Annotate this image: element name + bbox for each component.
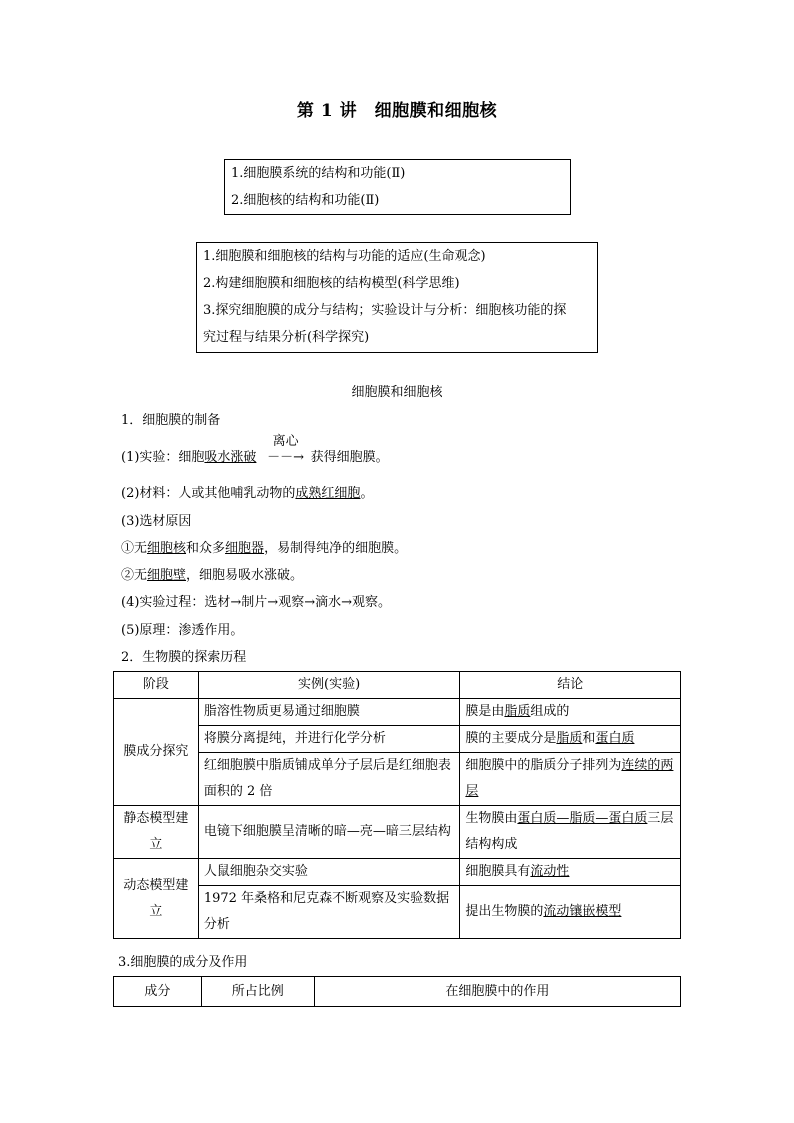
example-cell: 红细胞膜中脂质铺成单分子层后是红细胞表面积的 2 倍 (198, 753, 460, 806)
literacy-item: 3.探究细胞膜的成分与结构；实验设计与分析：细胞核功能的探 (203, 303, 567, 318)
text: 细胞膜具有 (465, 864, 531, 879)
conclusion-cell (460, 886, 681, 939)
example-cell: 1972 年桑格和尼克森不断观察及实验数据分析 (198, 886, 460, 939)
literacy-item: 究过程与结果分析(科学探究) (203, 330, 370, 345)
table-row (114, 726, 681, 753)
underlined-answer: 流动镶嵌模型 (543, 904, 622, 919)
reason-line-1 (121, 537, 407, 556)
conclusion-cell (460, 699, 681, 726)
underlined-answer: 连续的两层 (465, 758, 674, 799)
underlined-answer: 吸水涨破 (204, 450, 257, 465)
example-cell: 电镜下细胞膜呈清晰的暗—亮—暗三层结构 (198, 806, 460, 859)
requirement-item: 1.细胞膜系统的结构和功能(Ⅱ) (231, 166, 406, 181)
literacy-item: 1.细胞膜和细胞核的结构与功能的适应(生命观念) (203, 249, 486, 264)
section-subtitle: 细胞膜和细胞核 (351, 385, 443, 400)
process-line: (4)实验过程：选材→制片→观察→滴水→观察。 (121, 595, 391, 610)
table-row (114, 699, 681, 726)
underlined-answer: 细胞核 (147, 541, 187, 556)
underlined-answer: 蛋白质 (595, 731, 635, 746)
material-line (121, 482, 373, 501)
text: (1)实验：细胞 (121, 450, 205, 465)
conclusion-cell (460, 753, 681, 806)
table-row (114, 859, 681, 886)
table-header-row (114, 977, 681, 1007)
text: 和众多 (186, 541, 226, 556)
literacy-item: 2.构建细胞膜和细胞核的结构模型(科学思维) (203, 276, 460, 291)
text: 三层结构构成 (465, 811, 674, 852)
table-row (114, 753, 681, 806)
centrifuge-arrow (261, 434, 311, 465)
text: ①无 (121, 541, 148, 556)
stage-cell: 动态模型建立 (114, 859, 199, 939)
text: (2)材料：人或其他哺乳动物的 (121, 486, 296, 501)
conclusion-cell (460, 859, 681, 886)
header-cell: 结论 (460, 672, 681, 699)
section1-heading: 1．细胞膜的制备 (121, 413, 221, 428)
conclusion-cell (460, 806, 681, 859)
table-row (114, 886, 681, 939)
principle-line: (5)原理：渗透作用。 (121, 623, 244, 638)
header-cell: 阶段 (114, 672, 199, 699)
example-cell: 人鼠细胞杂交实验 (198, 859, 460, 886)
text: 提出生物膜的 (465, 904, 544, 919)
example-cell: 将膜分离提纯，并进行化学分析 (198, 726, 460, 753)
header-cell: 在细胞膜中的作用 (314, 977, 680, 1007)
reason-line-2 (121, 564, 303, 583)
text: ，易制得纯净的细胞膜。 (264, 541, 408, 556)
text: ，细胞易吸水涨破。 (186, 568, 304, 583)
conclusion-cell (460, 726, 681, 753)
core-literacy-box (196, 242, 598, 353)
underlined-answer: 细胞器 (225, 541, 265, 556)
text: 和 (582, 731, 596, 746)
underlined-answer: 成熟红细胞 (295, 486, 361, 501)
header-cell: 所占比例 (201, 977, 314, 1007)
arrow-label: 离心 (272, 434, 299, 449)
underlined-answer: 脂质 (556, 731, 583, 746)
membrane-components-table (113, 976, 681, 1007)
table-header-row (114, 672, 681, 699)
text: 细胞膜中的脂质分子排列为 (465, 758, 622, 773)
underlined-answer: 蛋白质—脂质—蛋白质 (517, 811, 648, 826)
exam-requirements-box (224, 159, 571, 215)
stage-cell: 膜成分探究 (114, 699, 199, 806)
header-cell: 成分 (114, 977, 202, 1007)
page-title: 第 1 讲 细胞膜和细胞核 (296, 101, 498, 121)
table-row (114, 806, 681, 859)
section2-heading: 2．生物膜的探索历程 (121, 650, 247, 665)
text: 组成的 (530, 704, 570, 719)
section3-heading: 3.细胞膜的成分及作用 (118, 955, 248, 970)
underlined-answer: 流动性 (530, 864, 570, 879)
example-cell: 脂溶性物质更易通过细胞膜 (198, 699, 460, 726)
underlined-answer: 细胞壁 (147, 568, 187, 583)
text: 获得细胞膜。 (310, 450, 389, 465)
underlined-answer: 脂质 (504, 704, 531, 719)
text: 。 (360, 486, 374, 501)
text: 膜是由 (465, 704, 505, 719)
membrane-history-table (113, 671, 681, 939)
requirement-item: 2.细胞核的结构和功能(Ⅱ) (231, 193, 380, 208)
reason-heading: (3)选材原因 (121, 514, 192, 529)
stage-cell: 静态模型建立 (114, 806, 199, 859)
arrow-icon: －－→ (267, 450, 305, 465)
text: ②无 (121, 568, 148, 583)
header-cell: 实例(实验) (198, 672, 460, 699)
text: 生物膜由 (465, 811, 518, 826)
text: 膜的主要成分是 (465, 731, 557, 746)
experiment-line (121, 434, 389, 465)
